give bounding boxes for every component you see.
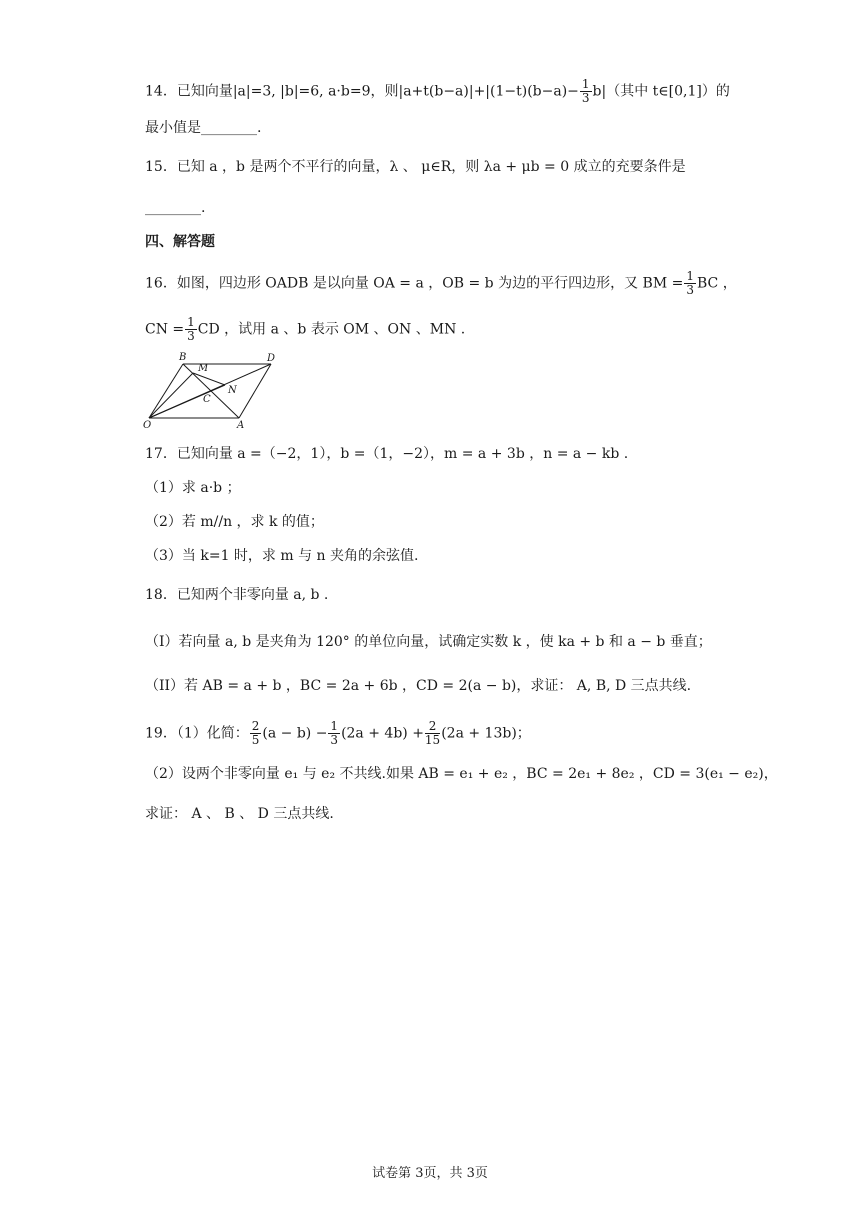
q16-frac2-num: 1 (187, 315, 195, 329)
q19-sub2: （2）设两个非零向量 e₁ 与 e₂ 不共线.如果 AB = e₁ + e₂ ，BC = 2e₁ + 8e₂ ，CD = 3(e₁ − e₂)， (145, 766, 778, 782)
edge-BO (149, 364, 183, 418)
q14-given: |a|=3, |b|=6, a·b=9，则|a+t(b−a)|+|(1−t)(b−a)− (232, 83, 579, 100)
q16-fraction-1 (684, 270, 696, 297)
q18-line1: 18．已知两个非零向量 a, b . (145, 587, 329, 603)
label-C: C (203, 394, 211, 405)
label-O: O (143, 420, 152, 430)
q19-frac2-den: 3 (330, 733, 339, 747)
q17-sub1: （1）求 a·b ； (145, 480, 241, 496)
q19-frac3-den: 15 (424, 733, 441, 747)
q18-sub1: （I）若向量 a, b 是夹角为 120° 的单位向量，试确定实数 k ，使 ka + b 和 a − b 垂直； (145, 634, 712, 650)
q15-line1: 15．已知 a ，b 是两个不平行的向量，λ 、 μ∈R，则 λa + μb = 0 成立的充要条件是 (145, 159, 686, 175)
q16-frac1-num: 1 (686, 269, 694, 283)
q19-fraction-3 (425, 720, 440, 747)
q16-line1-tail: BC ， (696, 275, 737, 292)
q14-tail: b|（其中 t∈[0,1]）的 (592, 83, 730, 100)
q19-fraction-2 (328, 720, 340, 747)
q16-fraction-2 (185, 316, 197, 343)
q19-frac2-num: 1 (330, 719, 339, 733)
label-D: D (267, 353, 276, 364)
section-title: 四、解答题 (145, 234, 215, 250)
parallelogram-figure (143, 352, 283, 430)
page-footer: 试卷第 3页，共 3页 (372, 1166, 488, 1181)
q19-frac3-num: 2 (425, 720, 440, 734)
q16-line1-text: 16．如图，四边形 OADB 是以向量 OA = a ，OB = b 为边的平行四边形，又 BM = (145, 275, 684, 292)
q19-sub2-line2: 求证： A 、 B 、 D 三点共线. (145, 806, 334, 822)
q15-line2: ________. (145, 200, 206, 216)
q14-line1 (145, 78, 730, 105)
q17-line1: 17．已知向量 a =（−2，1），b =（1，−2），m = a + 3b ，n = a − kb . (145, 446, 629, 462)
q14-frac-num: 1 (581, 77, 590, 91)
q16-line2-head: CN = (145, 321, 185, 338)
q19-mid2: (2a + 4b) + (341, 725, 424, 742)
q19-frac1-den: 5 (251, 733, 260, 747)
q19-line1-head: 19．（1）化简： (145, 725, 249, 742)
q19-tail: (2a + 13b)； (441, 725, 531, 742)
label-N: N (228, 385, 237, 396)
q16-frac1-den: 3 (686, 283, 694, 297)
q14-line2: 最小值是________. (145, 120, 262, 136)
q19-fraction-1 (250, 720, 262, 747)
q16-line2 (145, 316, 465, 343)
q18-sub2: （II）若 AB = a + b ，BC = 2a + 6b ，CD = 2(a − b)，求证： A, B, D 三点共线. (145, 678, 692, 694)
q14-prefix: 14．已知向量 (145, 83, 233, 100)
q17-sub3: （3）当 k=1 时，求 m 与 n 夹角的余弦值. (145, 548, 419, 564)
q16-frac2-den: 3 (187, 329, 195, 343)
segment-ON (149, 385, 225, 418)
q16-line1 (145, 270, 737, 297)
q19-frac1-num: 2 (251, 719, 260, 733)
q14-frac-den: 3 (581, 91, 590, 105)
q19-line1 (145, 720, 531, 747)
segment-MN (193, 373, 225, 385)
edge-AD (239, 364, 271, 418)
q14-fraction (580, 78, 592, 105)
label-A: A (237, 420, 245, 430)
label-M: M (198, 363, 209, 374)
q16-line2-text: CD ，试用 a 、b 表示 OM 、ON 、MN . (197, 321, 466, 338)
label-B: B (179, 352, 187, 363)
q17-sub2: （2）若 m//n ，求 k 的值； (145, 514, 324, 530)
segment-OM (149, 373, 193, 418)
q19-mid1: (a − b) − (262, 725, 328, 742)
